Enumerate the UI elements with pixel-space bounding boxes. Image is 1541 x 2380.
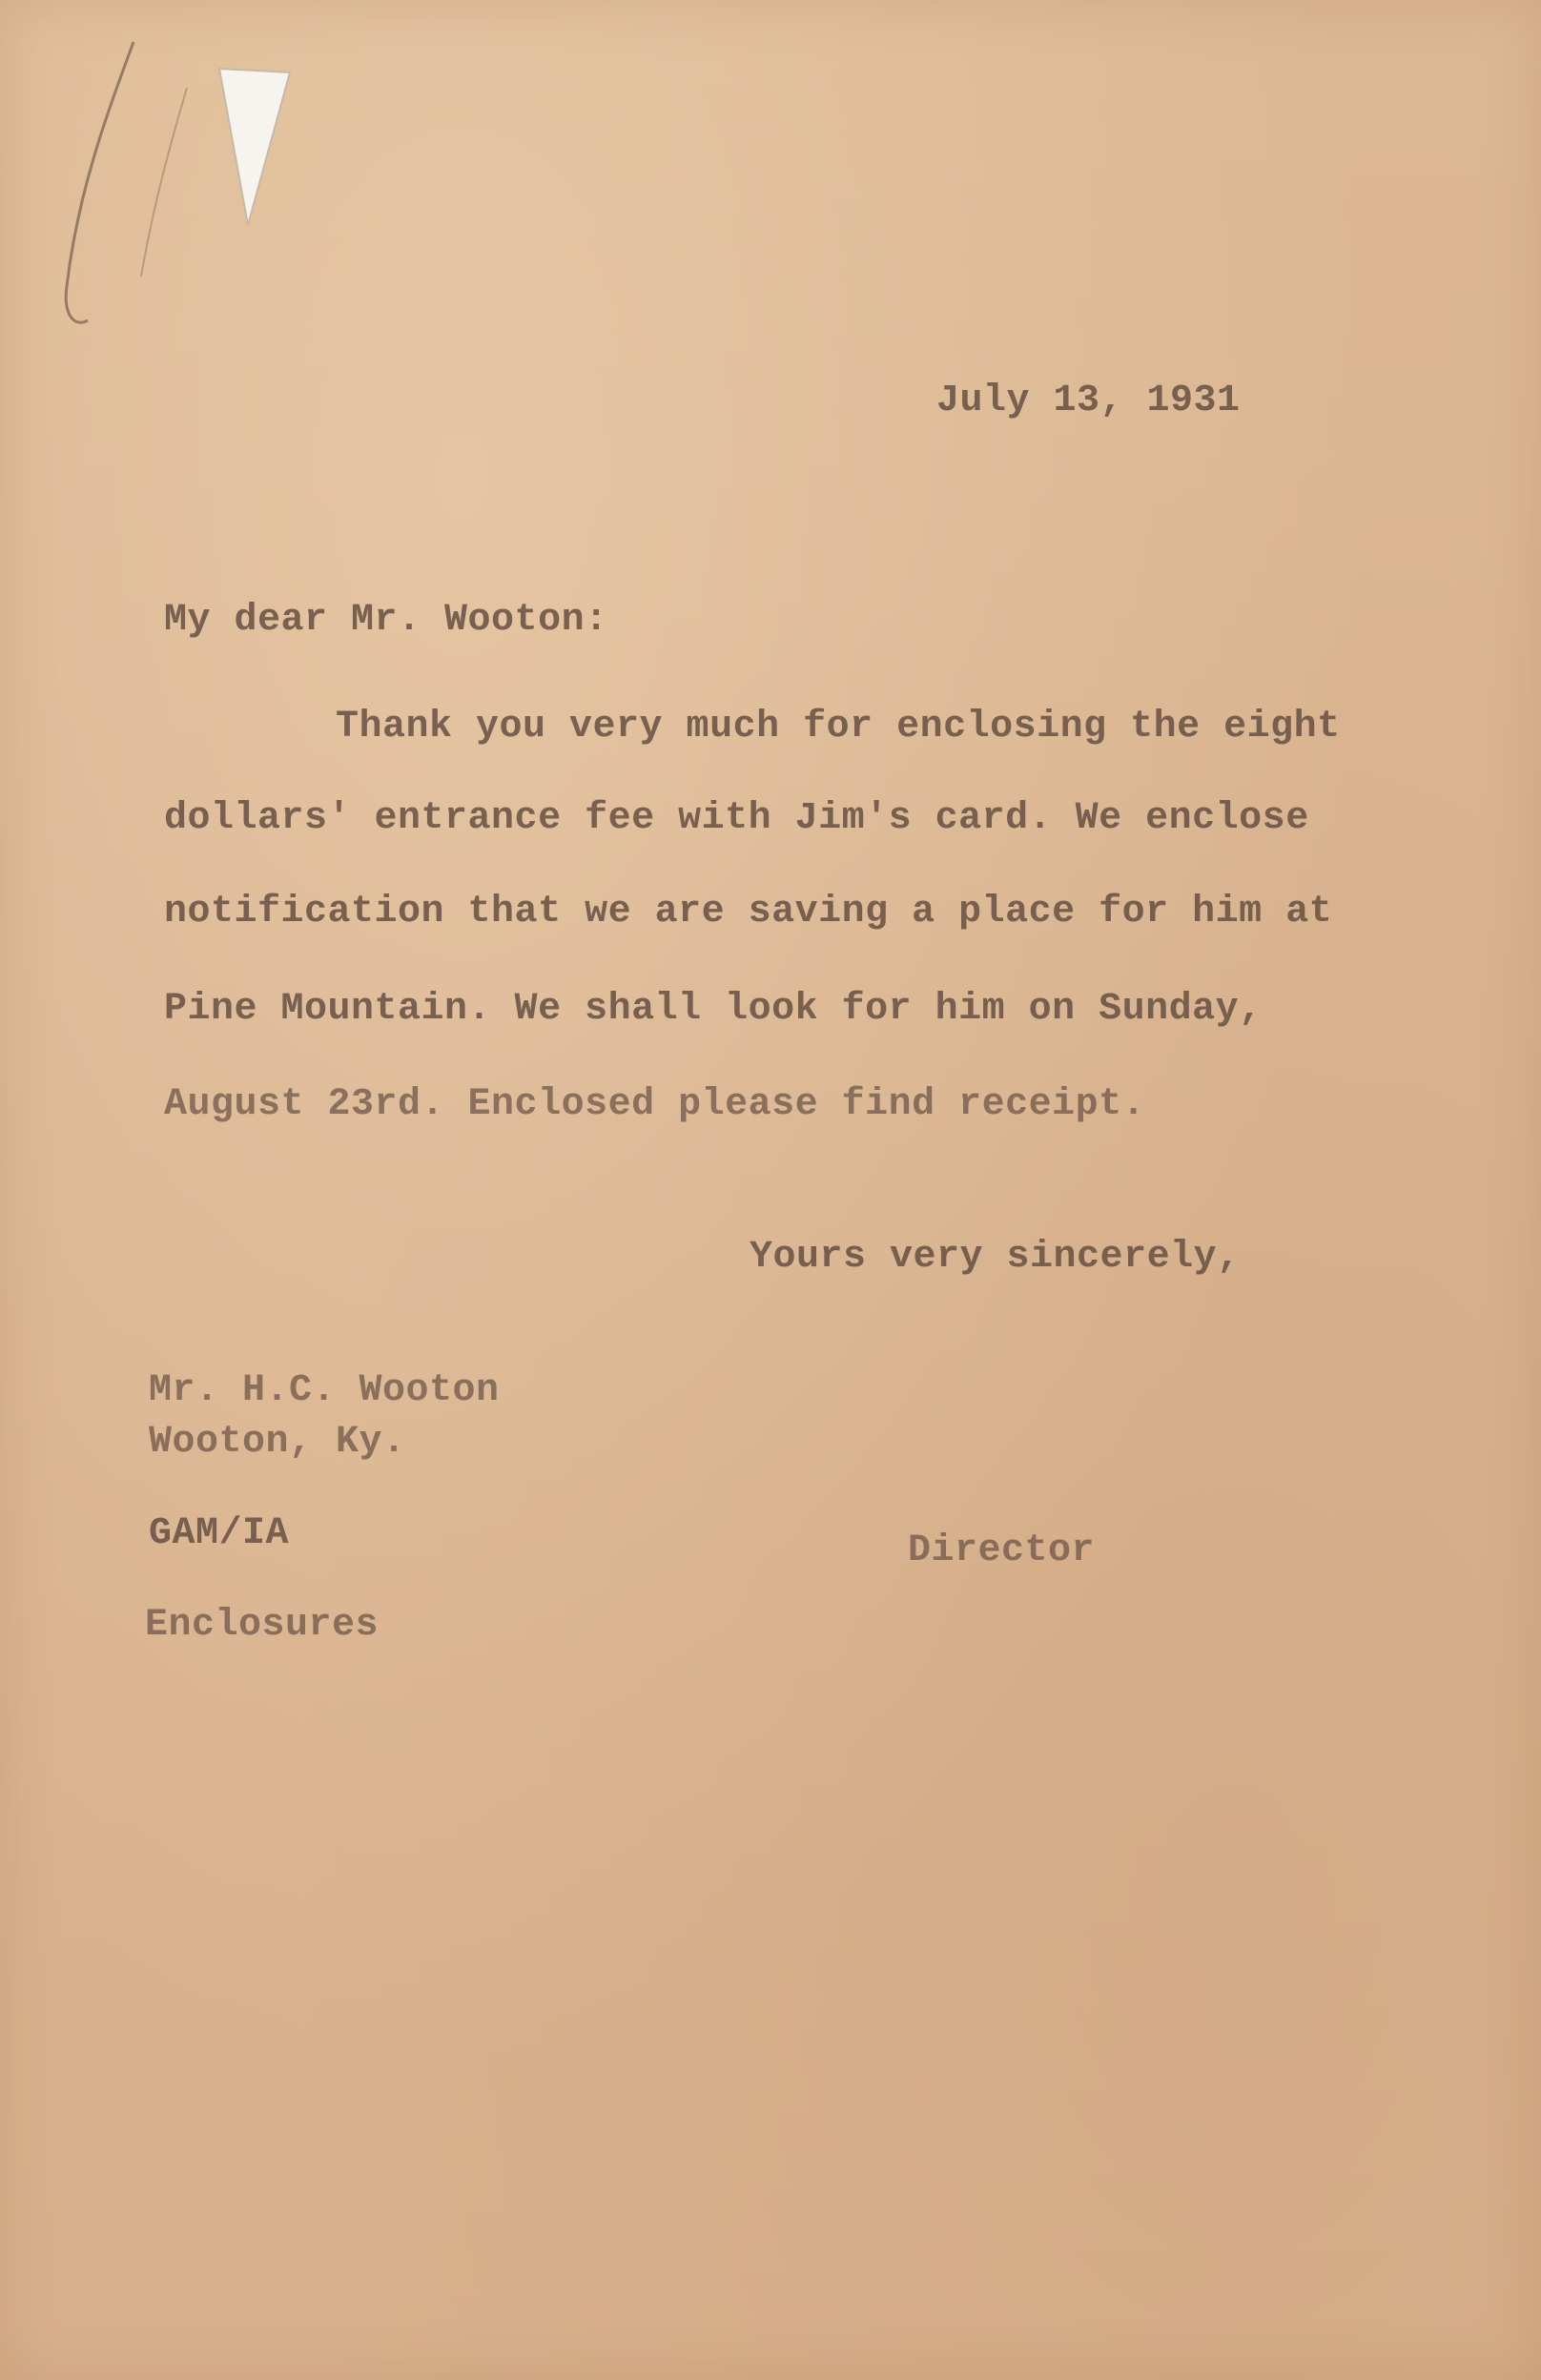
body-line-1: Thank you very much for enclosing the eight: [336, 706, 1341, 749]
recipient-name: Mr. H.C. Wooton: [149, 1369, 500, 1412]
closing: Yours very sincerely,: [750, 1236, 1241, 1279]
reference-initials: GAM/IA: [149, 1512, 290, 1555]
body-line-2: dollars' entrance fee with Jim's card. We enclose: [164, 797, 1309, 840]
letter-date: July 13, 1931: [936, 380, 1241, 422]
body-line-5: August 23rd. Enclosed please find receipt.: [164, 1083, 1146, 1126]
enclosure-note: Enclosures: [145, 1604, 380, 1647]
recipient-address: Wooton, Ky.: [149, 1421, 406, 1464]
punch-hole-mark: [0, 0, 324, 343]
signature-title: Director: [908, 1529, 1096, 1572]
body-line-4: Pine Mountain. We shall look for him on Sunday,: [164, 988, 1263, 1031]
salutation: My dear Mr. Wooton:: [164, 599, 608, 642]
body-line-3: notification that we are saving a place for him at: [164, 891, 1333, 934]
